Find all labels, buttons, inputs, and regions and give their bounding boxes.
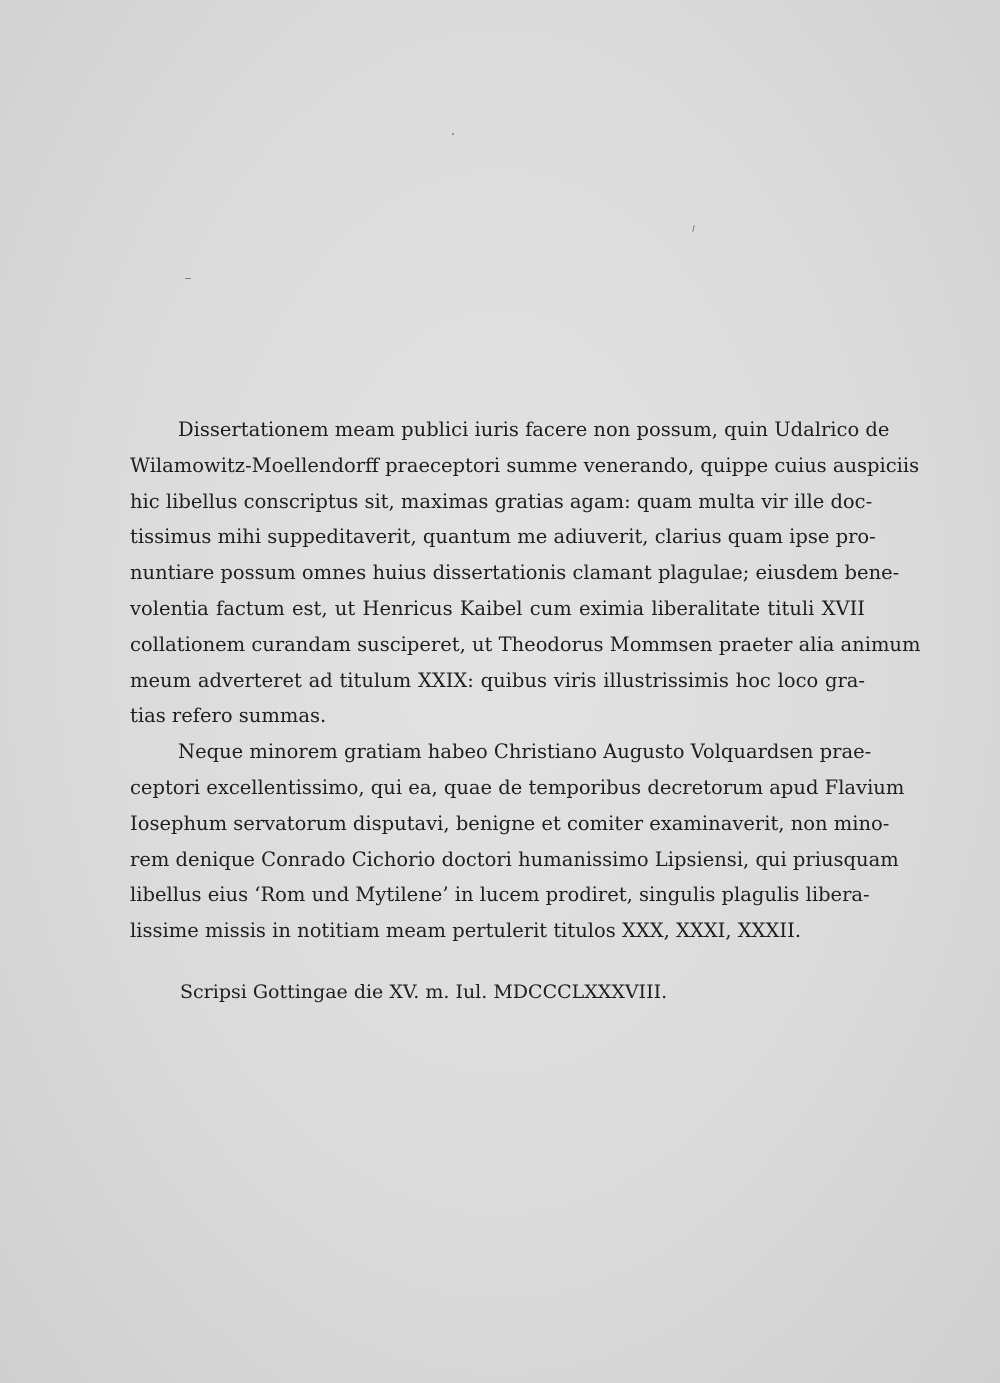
text-line: tias refero summas. [130,704,327,728]
text-line: rem denique Conrado Cichorio doctori humanissimo Lipsiensi, qui priusquam [130,847,899,871]
text-line: ceptori excellentissimo, qui ea, quae de temporibus decretorum apud Flavium [130,775,905,799]
paper-speck [692,225,694,232]
text-line: libellus eius ‘Rom und Mytilene’ in lucem prodiret, singulis plagulis libera- [130,883,870,907]
signature-line: Scripsi Gottingae die XV. m. Iul. MDCCCLXXXVIII. [180,981,668,1003]
text-line: tissimus mihi suppeditaverit, quantum me adiuverit, clarius quam ipse pro- [130,525,876,549]
paper-speck [452,133,454,135]
text-line: nuntiare possum omnes huius dissertationis clamant plagulae; eiusdem bene- [130,561,900,585]
text-line: lissime missis in notitiam meam pertulerit titulos XXX, XXXI, XXXII. [130,919,802,943]
text-line: collationem curandam susciperet, ut Theodorus Mommsen praeter alia animum [130,632,921,656]
text-line: Wilamowitz-Moellendorff praeceptori summe venerando, quippe cuius auspiciis [130,453,920,477]
text-line: Dissertationem meam publici iuris facere non possum, quin Udalrico de [178,418,890,441]
dedication-text [130,412,921,949]
paragraph-acknowledgement-wilamowitz [130,412,921,734]
paper-speck [185,278,191,279]
paragraph-acknowledgement-volquardsen [130,734,905,949]
text-line: meum adverteret ad titulum XXIX: quibus viris illustrissimis hoc loco gra- [130,668,865,692]
text-line: hic libellus conscriptus sit, maximas gratias agam: quam multa vir ille doc- [130,489,873,513]
text-line: Neque minorem gratiam habeo Christiano Augusto Volquardsen prae- [178,740,872,764]
text-line: volentia factum est, ut Henricus Kaibel cum eximia liberalitate tituli XVII [130,596,865,620]
text-line: Iosephum servatorum disputavi, benigne et comiter examinaverit, non mino- [130,811,890,835]
